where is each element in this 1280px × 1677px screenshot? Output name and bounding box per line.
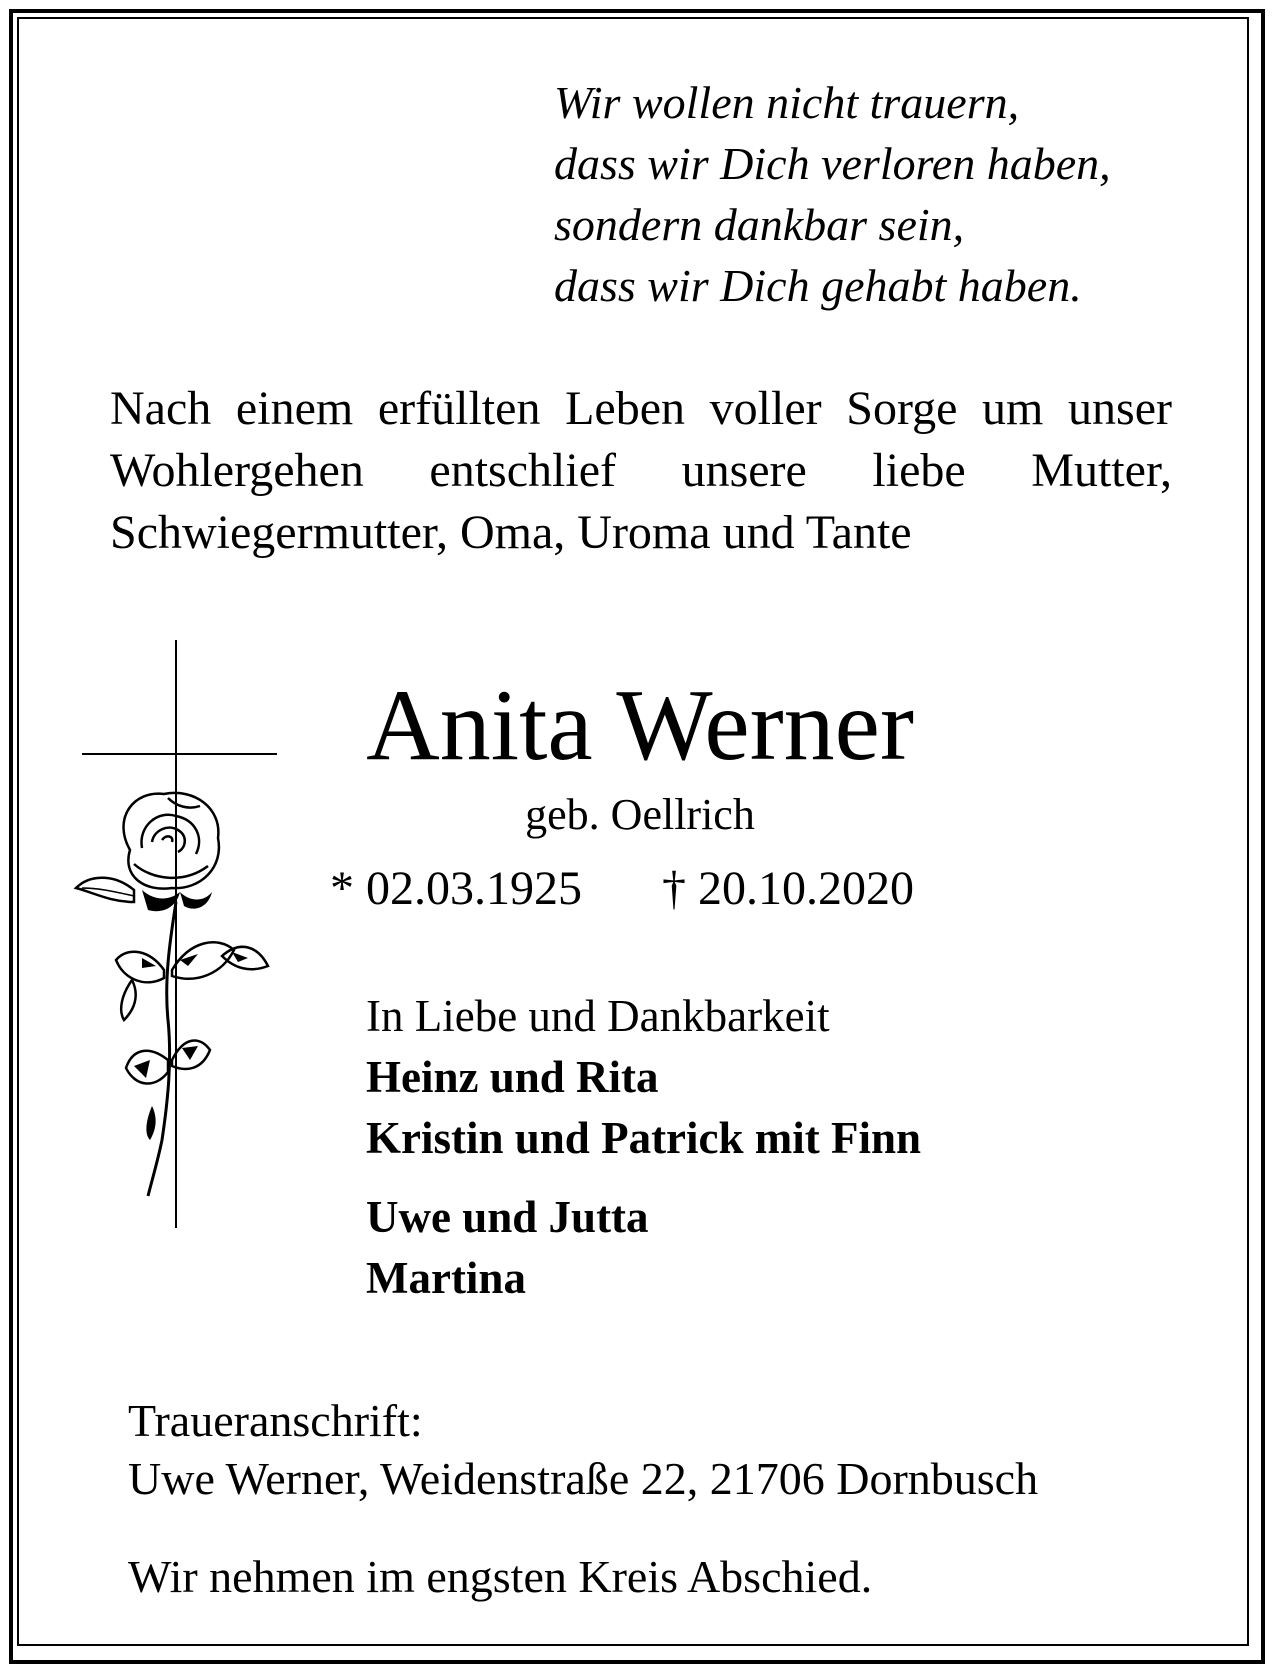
intro-line: Nach einem erfüllten Leben voller Sorge um unser	[110, 382, 1172, 435]
mourner-name: Kristin und Patrick mit Finn	[366, 1113, 922, 1163]
motto-line: Wir wollen nicht trauern,	[554, 77, 1020, 128]
intro-text	[110, 378, 1172, 564]
mourners-block	[366, 986, 1166, 1327]
mourning-address	[128, 1392, 1208, 1508]
intro-line: Schwiegermutter, Oma, Uroma und Tante	[110, 506, 912, 559]
mourner-name: Uwe und Jutta	[366, 1192, 649, 1242]
address-line: Uwe Werner, Weidenstraße 22, 21706 Dornbusch	[128, 1453, 1039, 1504]
mourners-group	[366, 1187, 1166, 1309]
mourner-name: Heinz und Rita	[366, 1052, 659, 1102]
deceased-name: Anita Werner	[366, 669, 914, 782]
motto-line: dass wir Dich gehabt haben.	[554, 260, 1082, 311]
cross-with-rose-icon	[72, 640, 292, 1240]
motto-line: sondern dankbar sein,	[554, 199, 965, 250]
life-dates	[330, 860, 990, 918]
motto-line: dass wir Dich verloren haben,	[554, 138, 1111, 189]
motto-verse	[554, 72, 1194, 316]
address-label: Traueranschrift:	[128, 1395, 423, 1446]
mourners-group	[366, 1047, 1166, 1169]
birth-name: geb. Oellrich	[525, 790, 755, 839]
death-date: † 20.10.2020	[662, 862, 914, 915]
farewell-note: Wir nehmen im engsten Kreis Abschied.	[128, 1551, 873, 1602]
intro-line: Wohlergehen entschlief unsere liebe Mutter,	[110, 444, 1172, 497]
birth-date: * 02.03.1925	[330, 862, 582, 915]
mourners-lead: In Liebe und Dankbarkeit	[366, 991, 830, 1041]
mourner-name: Martina	[366, 1253, 526, 1303]
